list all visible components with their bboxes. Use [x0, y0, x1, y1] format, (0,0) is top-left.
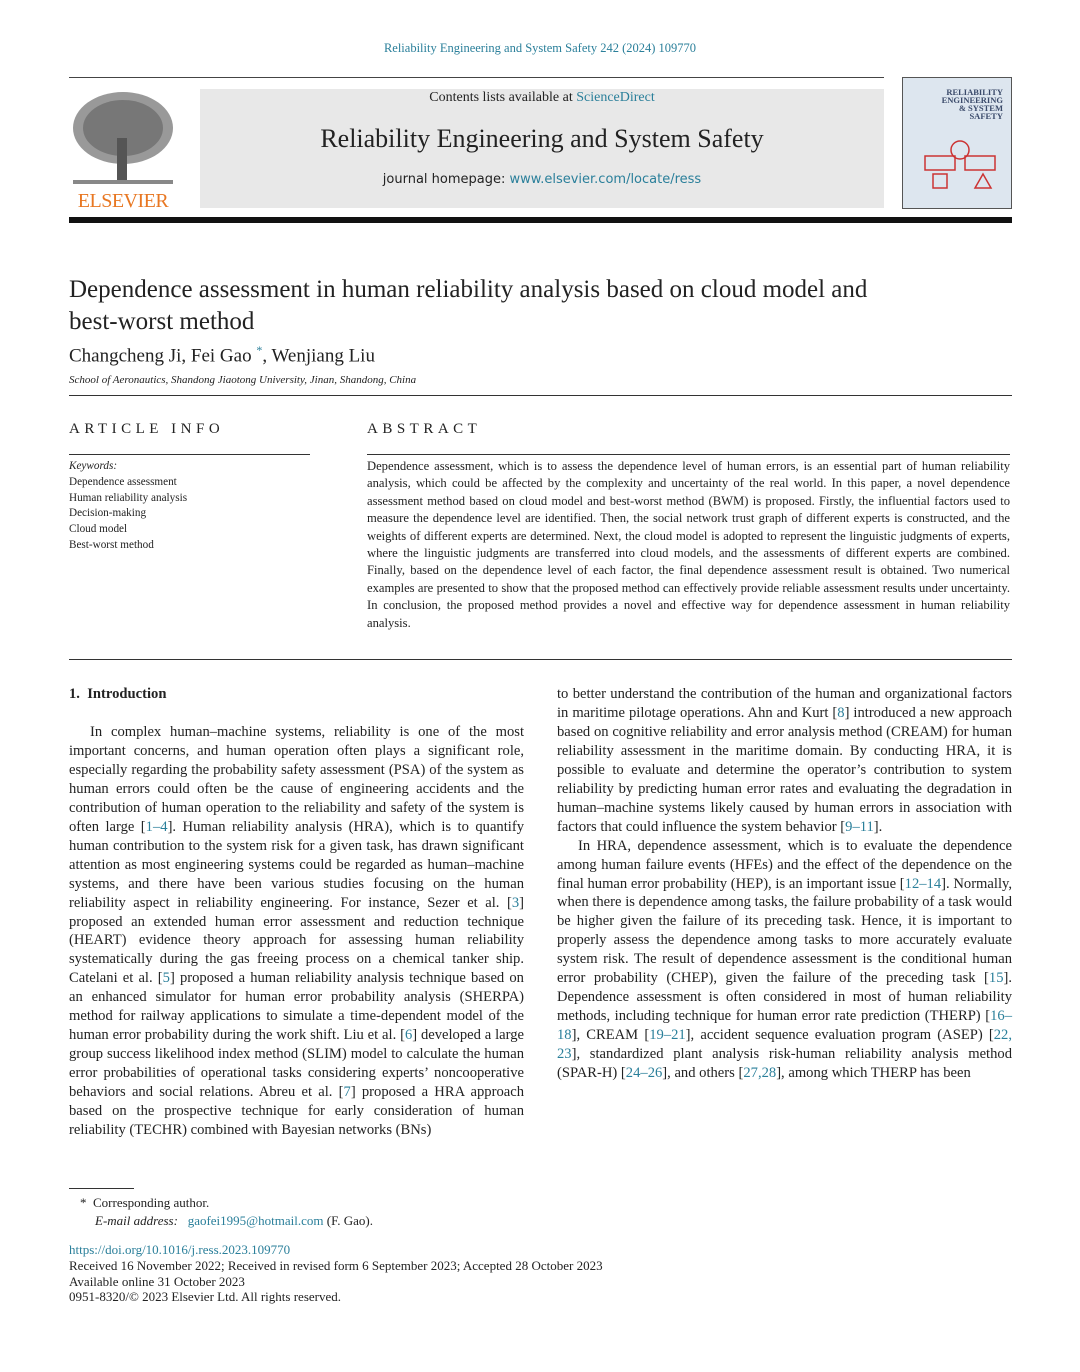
- corresponding-author-note: Corresponding author.: [93, 1195, 210, 1210]
- introduction-heading: 1. Introduction: [69, 686, 167, 702]
- section-rule: [69, 659, 1012, 660]
- corresponding-author-mark[interactable]: *: [256, 343, 263, 357]
- header-rule: [69, 77, 884, 78]
- keyword: Human reliability analysis: [69, 491, 188, 504]
- sciencedirect-link[interactable]: ScienceDirect: [576, 90, 655, 105]
- citation-link[interactable]: 27,28: [743, 1065, 777, 1082]
- body-text: ] developed a large group success likelihood index method (SLIM) model to calculate the human error probabilities of operational tasks considering experts’ noncooperative behaviors and social relations. Abreu et al. [: [69, 1027, 524, 1101]
- body-text: ]. Dependence assessment is often considered in most of human reliability methods, including technique for human error rate prediction (THERP) [: [557, 970, 1012, 1025]
- body-column-right: [557, 685, 1012, 1083]
- body-text: ]. Normally, when there is dependence among tasks, the failure probability of a task would be higher given the failure of its preceding task. Hence, it is important to properly assess the dependence among tasks to more accurately evaluate system risk. The result of dependence assessment is the conditional human error probability (CHEP), given the failure of the preceding task [: [557, 875, 1012, 987]
- body-text: ] proposed an extended human error assessment and reduction technique (HEART) evidence theory approach for assessing human reliability systematically during the gas freeing process on a chemical tanker ship. Catelani et al. [: [69, 894, 524, 987]
- citation-link[interactable]: 24–26: [625, 1065, 663, 1082]
- body-text: ] proposed a HRA approach based on the prospective technique for early consideration of human reliability (TECHR) combined with Bayesian networks (BNs): [69, 1084, 525, 1139]
- citation-link[interactable]: 1–4: [145, 818, 168, 835]
- citation-link[interactable]: 22, 23: [557, 1027, 1012, 1063]
- body-text: ] proposed a human reliability analysis technique based on an enhanced simulator for human error probability analysis (SHERPA) method for railway applications to simulate a time-dependent model of the human error probability during the work shift. Liu et al. [: [69, 970, 524, 1044]
- author-list: [69, 343, 375, 367]
- abstract-text: Dependence assessment, which is to assess the dependence level of human errors, is an essential part of human reliability analysis, which could be affected by the complexity and uncertainty of the real world. In this paper, a novel dependence assessment method based on cloud model and best-worst method (BWM) is proposed. Firstly, the influential factors used to measure the dependence level are identified. Then, the social network trust graph of different experts is constructed, and the weights of different experts are determined. Next, the cloud model is adopted to represent the linguistic judgments of experts, where the linguistic judgments are transferred into cloud models, and the assessments of different experts are combined. Finally, based on the dependence level of each factor, the final dependence assessment result is obtained. Two numerical examples are presented to show that the proposed method can effectively provide reliable assessment results under uncertainty. In conclusion, the proposed method provides a novel and effective way for dependence assessment in human reliability analysis.: [367, 459, 1010, 630]
- keyword: Dependence assessment: [69, 475, 177, 488]
- citation-link[interactable]: 16–18: [557, 1008, 1012, 1044]
- body-paragraph: [557, 837, 1012, 1083]
- elsevier-logo: [69, 88, 177, 210]
- article-info-rule: [69, 454, 310, 455]
- footnote-mark: *: [80, 1195, 87, 1210]
- body-text: ], and others [: [662, 1065, 744, 1082]
- authors-last: , Wenjiang Liu: [262, 345, 375, 367]
- tree-icon: [69, 88, 177, 210]
- footnote-rule: [69, 1188, 134, 1189]
- body-text: ].: [873, 818, 883, 835]
- body-text: to better understand the contribution of the human and organizational factors in maritime pilotage operations. Ahn and Kurt [: [557, 686, 1012, 721]
- citation-link[interactable]: 3: [511, 894, 520, 911]
- header-thick-rule: [69, 217, 1012, 223]
- body-text: ] introduced a new approach based on cognitive reliability and error analysis method (CREAM) for human reliability assessment in the maritime domain. By conducting HRA, it is possible to evaluate and determine the operator’s contribution to system reliability by predicting human error rates and evaluating the degradation in human–machine systems likely caused by human errors in association with factors that could influence the system behavior [: [557, 704, 1012, 835]
- footnote: [80, 1194, 373, 1230]
- citation-link[interactable]: 8: [837, 704, 845, 721]
- keywords-block: [69, 459, 187, 554]
- keyword: Cloud model: [69, 523, 128, 536]
- homepage-link[interactable]: www.elsevier.com/locate/ress: [509, 172, 702, 187]
- journal-cover-thumbnail[interactable]: [902, 77, 1012, 209]
- copyright: 0951-8320/© 2023 Elsevier Ltd. All rights reserved.: [69, 1289, 341, 1305]
- affiliation: School of Aeronautics, Shandong Jiaotong University, Jinan, Shandong, China: [69, 374, 417, 386]
- body-paragraph: [69, 723, 524, 1140]
- journal-reference-link[interactable]: Reliability Engineering and System Safety 242 (2024) 109770: [383, 41, 697, 55]
- email-link[interactable]: gaofei1995@hotmail.com: [187, 1213, 324, 1228]
- contents-label: Contents lists available at: [429, 90, 577, 105]
- abstract-rule: [367, 454, 1010, 455]
- svg-text:ELSEVIER: ELSEVIER: [77, 190, 169, 210]
- body-text: In HRA, dependence assessment, which is to evaluate the dependence among human failure events (HFEs) and the effect of the dependence on the final human error probability (HEP), is an important issue [: [557, 837, 1012, 892]
- body-text: ], CREAM [: [571, 1027, 650, 1044]
- section-rule: [69, 395, 1012, 396]
- citation-link[interactable]: 7: [343, 1084, 351, 1101]
- email-label: E-mail address:: [95, 1213, 178, 1228]
- body-column-left: [69, 723, 524, 1140]
- available-online: Available online 31 October 2023: [69, 1273, 245, 1289]
- abstract-heading: ABSTRACT: [367, 421, 482, 437]
- body-text: ], accident sequence evaluation program (ASEP) [: [685, 1027, 994, 1044]
- body-text: In complex human–machine systems, reliability is one of the most important concerns, and human operation often plays a significant role, especially regarding the probability safety assessment (PSA) of the system as human errors could often be the cause of engineering accidents and the contribution of human operation to the reliability and safety of the system is often large [: [69, 724, 524, 835]
- citation-link[interactable]: 12–14: [904, 875, 942, 892]
- cover-diagram-icon: [903, 78, 1013, 210]
- body-text: ], standardized plant analysis risk-human reliability analysis method (SPAR-H) [: [557, 1046, 1012, 1082]
- citation-link[interactable]: 19–21: [649, 1027, 686, 1044]
- citation-link[interactable]: 15: [988, 970, 1004, 987]
- body-text: ]. Human reliability analysis (HRA), which is to quantify human contribution to the system risk for a given task, has drawn significant attention as most engineering systems could be regarded as human–machine systems, and there have been various studies focusing on the human reliability aspect in reliability engineering. For instance, Sezer et al. [: [69, 818, 524, 911]
- journal-title: Reliability Engineering and System Safety: [320, 124, 764, 153]
- body-paragraph: [557, 685, 1012, 837]
- citation-link[interactable]: 9–11: [845, 818, 874, 835]
- email-suffix: (F. Gao).: [323, 1213, 374, 1228]
- body-text: ], among which THERP has been: [776, 1065, 971, 1082]
- publication-info: [69, 1242, 603, 1305]
- citation-link[interactable]: 5: [162, 970, 170, 987]
- journal-banner: [200, 89, 884, 208]
- cover-title: RELIABILITY ENGINEERING & SYSTEM SAFETY: [941, 87, 1003, 121]
- keywords-label: Keywords:: [69, 460, 118, 472]
- homepage-label: journal homepage:: [382, 172, 510, 187]
- doi-link[interactable]: https://doi.org/10.1016/j.ress.2023.109770: [69, 1242, 291, 1257]
- keyword: Decision-making: [69, 507, 147, 520]
- article-info-heading: ARTICLE INFO: [69, 421, 225, 437]
- received-dates: Received 16 November 2022; Received in revised form 6 September 2023; Accepted 28 October 2023: [69, 1257, 603, 1273]
- keyword: Best-worst method: [69, 538, 154, 551]
- authors-first: Changcheng Ji, Fei Gao: [69, 345, 257, 367]
- citation-link[interactable]: 6: [404, 1027, 413, 1044]
- article-title: Dependence assessment in human reliability analysis based on cloud model and best-worst method: [69, 276, 868, 335]
